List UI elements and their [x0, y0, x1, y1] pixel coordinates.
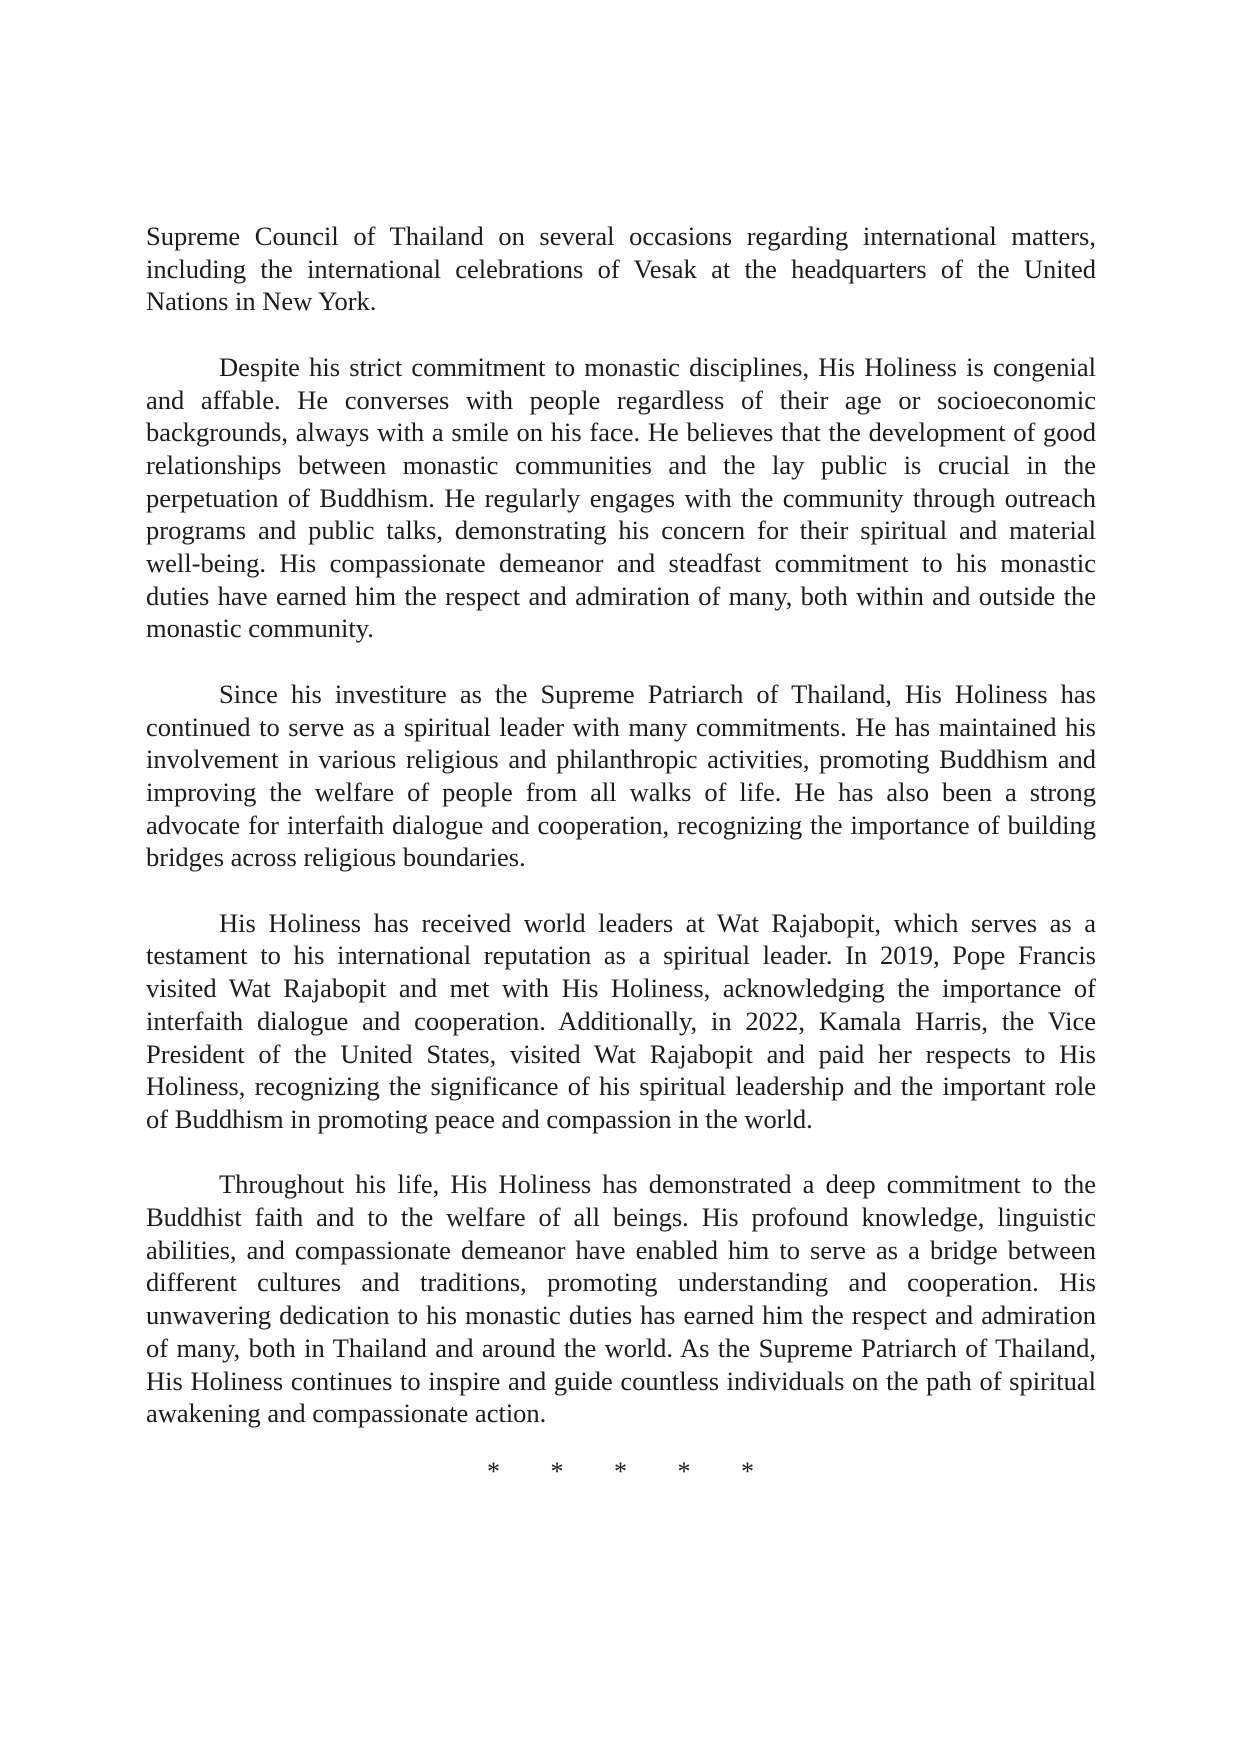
paragraph-demeanor: Despite his strict commitment to monastic disciplines, His Holiness is congenial and affable. He converses with people regardless of their age or socioeconomic backgrounds, always with a smile on his face. He believes that the development of good relationships between monastic communities and the lay public is crucial in the perpetuation of Buddhism. He regularly engages with the community through outreach programs and public talks, demonstrating his concern for their spiritual and material well-being. His compassionate demeanor and steadfast commitment to his monastic duties have earned him the respect and admiration of many, both within and outside the monastic community. [146, 351, 1096, 644]
paragraph-world-leaders: His Holiness has received world leaders at Wat Rajabopit, which serves as a testament to his international reputation as a spiritual leader. In 2019, Pope Francis visited Wat Rajabopit and met with His Holiness, acknowledging the importance of interfaith dialogue and cooperation. Additionally, in 2022, Kamala Harris, the Vice President of the United States, visited Wat Rajabopit and paid her respects to His Holiness, recognizing the significance of his spiritual leadership and the important role of Buddhism in promoting peace and compassion in the world. [146, 907, 1096, 1134]
paragraph-continuation: Supreme Council of Thailand on several occasions regarding international matters, including the international celebrations of Vesak at the headquarters of the United Nations in New York. [146, 221, 1096, 317]
paragraph-investiture: Since his investiture as the Supreme Patriarch of Thailand, His Holiness has continued to serve as a spiritual leader with many commitments. He has maintained his involvement in various religious and philanthropic activities, promoting Buddhism and improving the welfare of people from all walks of life. He has also been a strong advocate for interfaith dialogue and cooperation, recognizing the importance of building bridges across religious boundaries. [146, 678, 1096, 873]
paragraph-conclusion: Throughout his life, His Holiness has demonstrated a deep commitment to the Buddhist faith and to the welfare of all beings. His profound knowledge, linguistic abilities, and compassionate demeanor have enabled him to serve as a bridge between different cultures and traditions, promoting understanding and cooperation. His unwavering dedication to his monastic duties has earned him the respect and admiration of many, both in Thailand and around the world. As the Supreme Patriarch of Thailand, His Holiness continues to inspire and guide countless individuals on the path of spiritual awakening and compassionate action. [146, 1169, 1096, 1429]
section-end-separator: * * * * * [487, 1457, 776, 1486]
body-text [146, 220, 1096, 1430]
